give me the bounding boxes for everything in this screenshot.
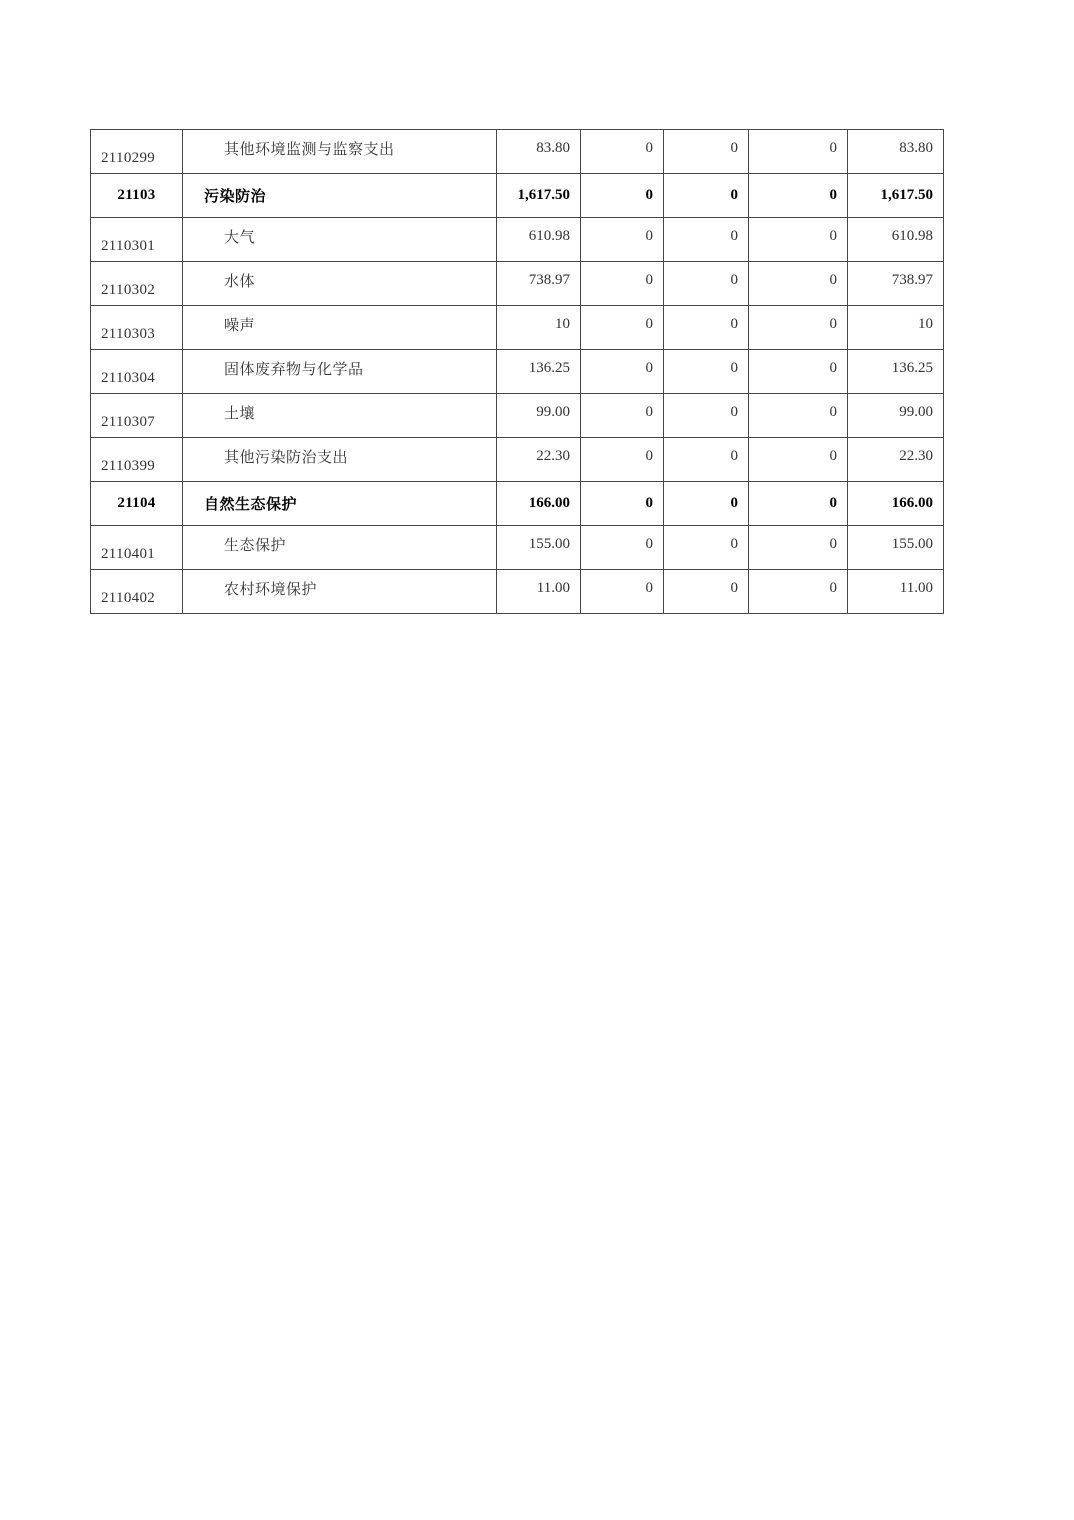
- cell-value-3: 0: [664, 350, 749, 394]
- cell-value-1: 1,617.50: [497, 174, 581, 218]
- table-row: [91, 438, 944, 482]
- cell-name: 农村环境保护: [183, 570, 497, 614]
- cell-value-3: 0: [664, 130, 749, 174]
- cell-value-4: 0: [749, 482, 848, 526]
- cell-value-4: 0: [749, 306, 848, 350]
- cell-value-5: 99.00: [848, 394, 944, 438]
- cell-code: 2110399: [91, 438, 183, 482]
- table-row: [91, 570, 944, 614]
- cell-value-5: 136.25: [848, 350, 944, 394]
- cell-value-1: 136.25: [497, 350, 581, 394]
- cell-value-1: 83.80: [497, 130, 581, 174]
- cell-value-2: 0: [581, 350, 664, 394]
- cell-value-1: 610.98: [497, 218, 581, 262]
- cell-value-4: 0: [749, 174, 848, 218]
- cell-value-2: 0: [581, 130, 664, 174]
- cell-name: 噪声: [183, 306, 497, 350]
- cell-value-5: 610.98: [848, 218, 944, 262]
- cell-value-3: 0: [664, 438, 749, 482]
- cell-value-5: 22.30: [848, 438, 944, 482]
- cell-value-1: 99.00: [497, 394, 581, 438]
- cell-code: 2110303: [91, 306, 183, 350]
- cell-value-5: 11.00: [848, 570, 944, 614]
- cell-value-2: 0: [581, 218, 664, 262]
- cell-code: 2110302: [91, 262, 183, 306]
- budget-table: [90, 129, 944, 614]
- cell-value-2: 0: [581, 570, 664, 614]
- cell-value-2: 0: [581, 262, 664, 306]
- cell-value-3: 0: [664, 174, 749, 218]
- cell-name: 生态保护: [183, 526, 497, 570]
- table-row: [91, 174, 944, 218]
- table-row: [91, 306, 944, 350]
- table-row: [91, 482, 944, 526]
- cell-name: 其他污染防治支出: [183, 438, 497, 482]
- cell-code: 2110401: [91, 526, 183, 570]
- cell-value-5: 738.97: [848, 262, 944, 306]
- cell-code: 2110304: [91, 350, 183, 394]
- cell-value-3: 0: [664, 218, 749, 262]
- table-row: [91, 350, 944, 394]
- cell-value-4: 0: [749, 570, 848, 614]
- cell-value-1: 10: [497, 306, 581, 350]
- cell-value-2: 0: [581, 438, 664, 482]
- cell-value-5: 166.00: [848, 482, 944, 526]
- cell-value-3: 0: [664, 262, 749, 306]
- cell-code: 2110299: [91, 130, 183, 174]
- table-row: [91, 526, 944, 570]
- table-row: [91, 262, 944, 306]
- cell-name: 大气: [183, 218, 497, 262]
- cell-value-1: 155.00: [497, 526, 581, 570]
- cell-value-2: 0: [581, 306, 664, 350]
- cell-name: 其他环境监测与监察支出: [183, 130, 497, 174]
- cell-value-2: 0: [581, 174, 664, 218]
- cell-value-3: 0: [664, 482, 749, 526]
- cell-value-3: 0: [664, 394, 749, 438]
- cell-value-1: 22.30: [497, 438, 581, 482]
- cell-value-5: 155.00: [848, 526, 944, 570]
- cell-value-5: 1,617.50: [848, 174, 944, 218]
- cell-code: 2110301: [91, 218, 183, 262]
- cell-code: 21103: [91, 174, 183, 218]
- table-row: [91, 218, 944, 262]
- table-row: [91, 394, 944, 438]
- cell-value-2: 0: [581, 526, 664, 570]
- cell-code: 2110402: [91, 570, 183, 614]
- cell-name: 污染防治: [183, 174, 497, 218]
- cell-value-1: 738.97: [497, 262, 581, 306]
- cell-value-4: 0: [749, 130, 848, 174]
- cell-code: 21104: [91, 482, 183, 526]
- cell-value-2: 0: [581, 394, 664, 438]
- cell-value-2: 0: [581, 482, 664, 526]
- table-row: [91, 130, 944, 174]
- cell-value-4: 0: [749, 394, 848, 438]
- cell-value-4: 0: [749, 350, 848, 394]
- cell-value-1: 166.00: [497, 482, 581, 526]
- cell-value-5: 10: [848, 306, 944, 350]
- cell-code: 2110307: [91, 394, 183, 438]
- cell-value-4: 0: [749, 438, 848, 482]
- cell-value-3: 0: [664, 306, 749, 350]
- cell-value-4: 0: [749, 262, 848, 306]
- cell-value-1: 11.00: [497, 570, 581, 614]
- cell-value-3: 0: [664, 570, 749, 614]
- cell-value-3: 0: [664, 526, 749, 570]
- cell-name: 固体废弃物与化学品: [183, 350, 497, 394]
- cell-value-4: 0: [749, 526, 848, 570]
- cell-name: 水体: [183, 262, 497, 306]
- cell-name: 土壤: [183, 394, 497, 438]
- cell-value-5: 83.80: [848, 130, 944, 174]
- cell-value-4: 0: [749, 218, 848, 262]
- cell-name: 自然生态保护: [183, 482, 497, 526]
